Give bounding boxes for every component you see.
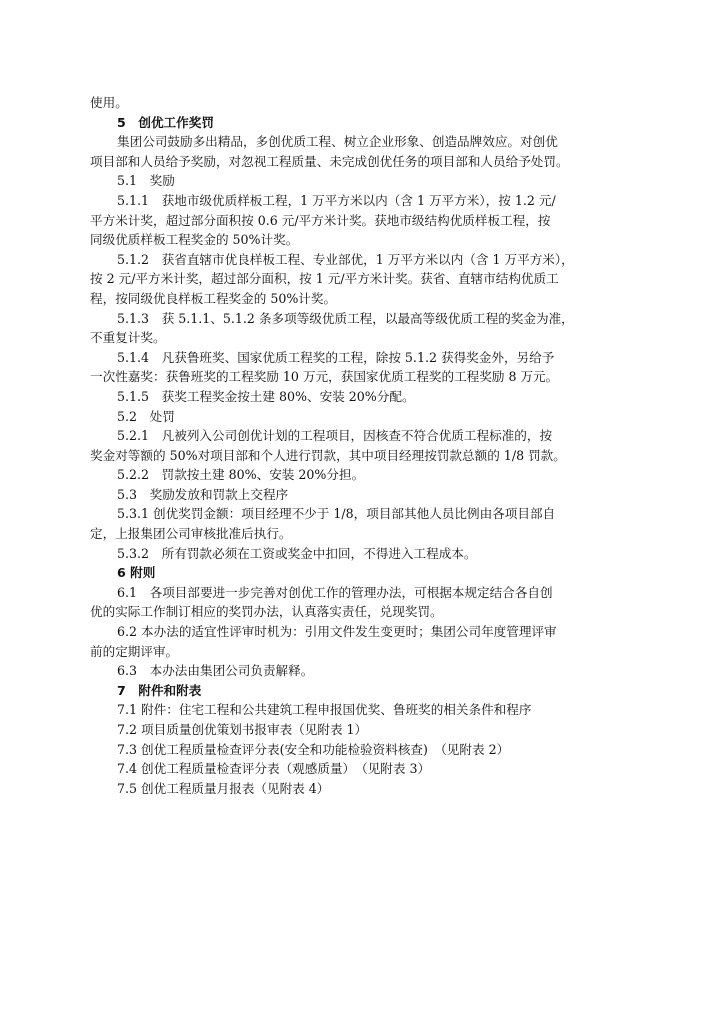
subsection-heading: 5.2 处罚 bbox=[117, 408, 175, 424]
text-line: 集团公司鼓励多出精品，多创优质工程、树立企业形象、创造品牌效应。对创优 bbox=[117, 134, 558, 150]
text-line: 7.4 创优工程质量检查评分表（观感质量） （见附表 3） bbox=[117, 761, 431, 777]
section-heading: 5 创优工作奖罚 bbox=[117, 114, 214, 130]
text-line: 6.1 各项目部要进一步完善对创优工作的管理办法，可根据本规定结合各自创 bbox=[117, 584, 553, 600]
text-line: 前的定期评审。 bbox=[90, 643, 179, 659]
text-line: 7.2 项目质量创优策划书报审表（见附表 1） bbox=[117, 722, 368, 737]
text-line: 7.5 创优工程质量月报表（见附表 4） bbox=[117, 780, 330, 796]
section-heading: 7 附件和附表 bbox=[117, 682, 202, 698]
text-line: 5.2.1 凡被列入公司创优计划的工程项目，因核查不符合优质工程标准的，按 bbox=[117, 428, 553, 444]
text-line: 平方米计奖，超过部分面积按 0.6 元/平方米计奖。获地市级结构优质样板工程，按 bbox=[90, 212, 551, 228]
text-line: 5.3.1 创优奖罚金额：项目经理不少于 1/8，项目部其他人员比例由各项目部自 bbox=[117, 506, 556, 522]
text-line: 项目部和人员给予奖励，对忽视工程质量、未完成创优任务的项目部和人员给予处罚。 bbox=[90, 153, 569, 169]
document-body bbox=[90, 93, 642, 798]
text-line: 6.3 本办法由集团公司负责解释。 bbox=[117, 663, 314, 679]
text-line: 奖金对等额的 50%对项目部和个人进行罚款，其中项目经理按罚款总额的 1/8 罚款。 bbox=[90, 447, 566, 463]
text-line: 7.3 创优工程质量检查评分表(安全和功能检验资料核查) （见附表 2） bbox=[117, 741, 510, 757]
text-line: 定，上报集团公司审核批准后执行。 bbox=[90, 526, 292, 542]
text-line: 程，按同级优良样板工程奖金的 50%计奖。 bbox=[90, 290, 337, 306]
text-line: 5.3.2 所有罚款必须在工资或奖金中扣回，不得进入工程成本。 bbox=[117, 545, 477, 561]
text-line: 优的实际工作制订相应的奖罚办法，认真落实责任，兑现奖罚。 bbox=[90, 604, 443, 620]
text-line: 5.1.2 获省直辖市优良样板工程、专业部优，1 万平方米以内（含 1 万平方米）， bbox=[117, 251, 574, 267]
subsection-heading: 5.1 奖励 bbox=[117, 173, 175, 189]
text-line: 不重复计奖。 bbox=[90, 330, 166, 346]
text-line: 一次性嘉奖：获鲁班奖的工程奖励 10 万元，获国家优质工程奖的工程奖励 8 万元。 bbox=[90, 369, 559, 385]
text-line: 6.2 本办法的适宜性评审时机为：引用文件发生变更时；集团公司年度管理评审 bbox=[117, 624, 557, 640]
text-line: 5.1.1 获地市级优质样板工程，1 万平方米以内（含 1 万平方米），按 1.2 元/ bbox=[117, 192, 556, 208]
text-line: 按 2 元/平方米计奖，超过部分面积，按 1 元/平方米计奖。获省、直辖市结构优质工 bbox=[90, 271, 559, 287]
text-line: 5.1.4 凡获鲁班奖、国家优质工程奖的工程，除按 5.1.2 获得奖金外，另给予 bbox=[117, 349, 555, 365]
section-heading: 6 附则 bbox=[117, 565, 156, 581]
subsection-heading: 5.3 奖励发放和罚款上交程序 bbox=[117, 486, 289, 502]
text-line: 5.2.2 罚款按土建 80%、安装 20%分担。 bbox=[117, 467, 365, 483]
text-line: 5.1.5 获奖工程奖金按土建 80%、安装 20%分配。 bbox=[117, 388, 415, 404]
text-line: 5.1.3 获 5.1.1、5.1.2 条多项等级优质工程，以最高等级优质工程的奖金为准， bbox=[117, 310, 574, 326]
text-line: 使用。 bbox=[90, 95, 128, 110]
text-line: 7.1 附件：住宅工程和公共建筑工程申报国优奖、鲁班奖的相关条件和程序 bbox=[117, 702, 532, 718]
text-line: 同级优质样板工程奖金的 50%计奖。 bbox=[90, 232, 299, 248]
